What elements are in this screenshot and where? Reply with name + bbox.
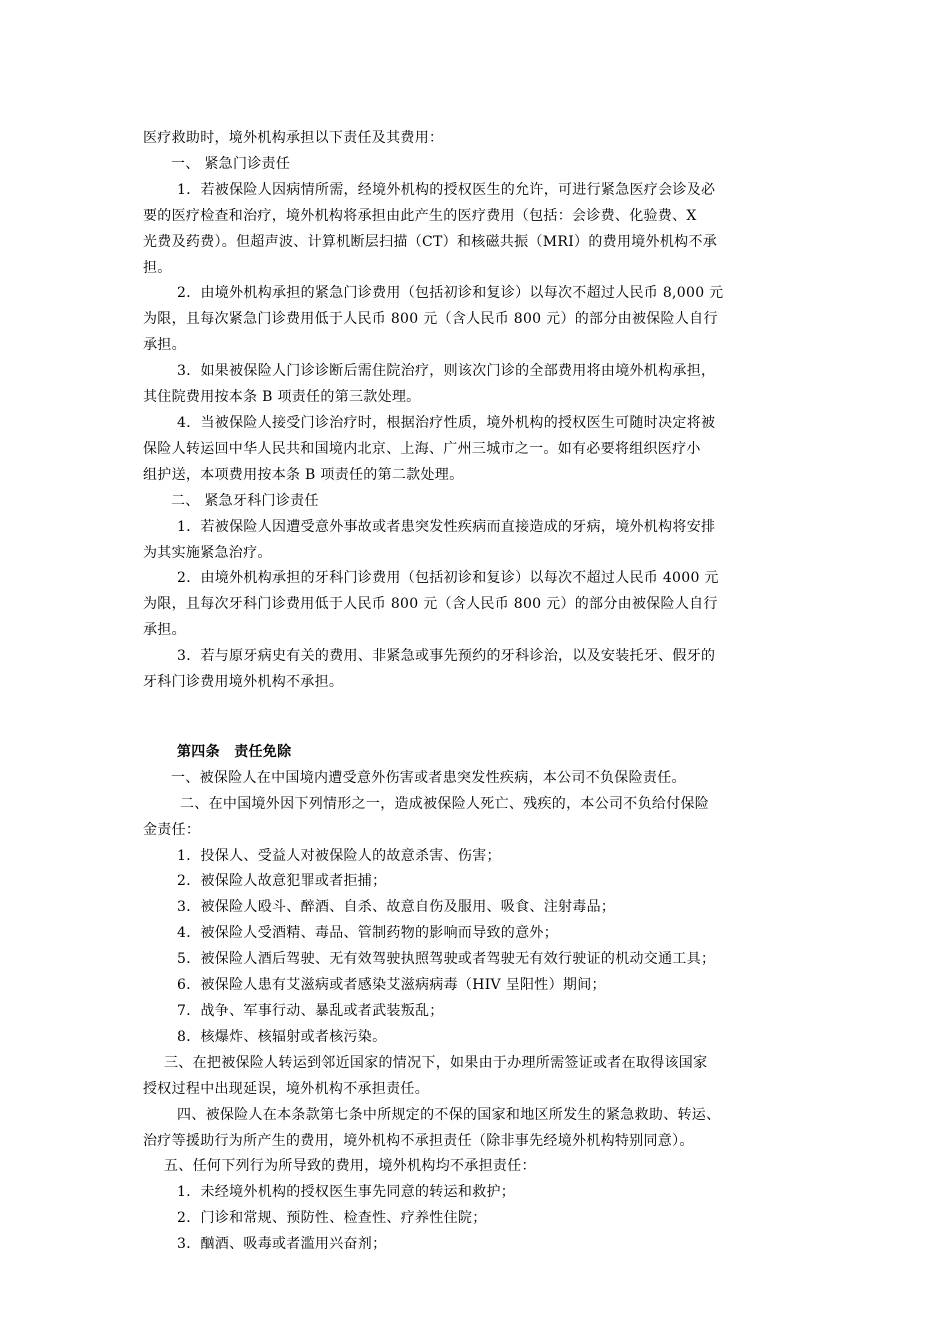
exclusion-item: 3．被保险人殴斗、醉酒、自杀、故意自伤及服用、吸食、注射毒品； — [177, 899, 616, 916]
paragraph-line: 3．若与原牙病史有关的费用、非紧急或事先预约的牙科诊治，以及安装托牙、假牙的 — [177, 648, 716, 665]
paragraph-line: 保险人转运回中华人民共和国境内北京、上海、广州三城市之一。如有必要将组织医疗小 — [143, 440, 701, 457]
paragraph-line: 其住院费用按本条 B 项责任的第三款处理。 — [143, 389, 421, 406]
paragraph-line: 组护送，本项费用按本条 B 项责任的第二款处理。 — [143, 466, 464, 483]
exclusion-item: 3．酗酒、吸毒或者滥用兴奋剂； — [177, 1236, 387, 1253]
article-4-heading: 第四条 责任免除 — [177, 743, 292, 760]
paragraph-line: 为限，且每次牙科门诊费用低于人民币 800 元（含人民币 800 元）的部分由被保险人自行 — [143, 596, 718, 613]
exclusion-item: 6．被保险人患有艾滋病或者感染艾滋病病毒（HIV 呈阳性）期间； — [177, 977, 606, 994]
exclusion-line: 治疗等援助行为所产生的费用，境外机构不承担责任（除非事先经境外机构特别同意）。 — [143, 1132, 694, 1149]
section-gap — [143, 696, 813, 740]
exclusion-item: 1．投保人、受益人对被保险人的故意杀害、伤害； — [177, 847, 501, 864]
exclusion-item: 5．被保险人酒后驾驶、无有效驾驶执照驾驶或者驾驶无有效行驶证的机动交通工具； — [177, 951, 716, 968]
exclusion-item: 7．战争、军事行动、暴乱或者武装叛乱； — [177, 1003, 444, 1019]
paragraph-line: 牙科门诊费用境外机构不承担。 — [143, 674, 344, 691]
exclusion-line: 五、任何下列行为所导致的费用，境外机构均不承担责任： — [164, 1158, 536, 1175]
document-body — [143, 126, 813, 1258]
paragraph-line: 担。 — [143, 259, 172, 276]
exclusion-item: 8．核爆炸、核辐射或者核污染。 — [177, 1028, 387, 1045]
paragraph-line: 1．若被保险人因病情所需，经境外机构的授权医生的允许，可进行紧急医疗会诊及必 — [177, 181, 716, 198]
exclusion-item: 2．被保险人故意犯罪或者拒捕； — [177, 873, 387, 890]
exclusion-line: 四、被保险人在本条款第七条中所规定的不保的国家和地区所发生的紧急救助、转运、 — [177, 1106, 721, 1123]
paragraph-line: 3．如果被保险人门诊诊断后需住院治疗，则该次门诊的全部费用将由境外机构承担， — [177, 363, 716, 380]
intro-line: 医疗救助时，境外机构承担以下责任及其费用： — [143, 130, 444, 146]
exclusion-item: 2．门诊和常规、预防性、检查性、疗养性住院； — [177, 1210, 487, 1227]
paragraph-line: 光费及药费）。但超声波、计算机断层扫描（CT）和核磁共振（MRI）的费用境外机构不承 — [143, 233, 718, 250]
paragraph-line: 为限，且每次紧急门诊费用低于人民币 800 元（含人民币 800 元）的部分由被保险人自行 — [143, 311, 718, 328]
exclusion-line: 一、被保险人在中国境内遭受意外伤害或者患突发性疾病，本公司不负保险责任。 — [171, 769, 686, 786]
exclusion-line: 三、在把被保险人转运到邻近国家的情况下，如果由于办理所需签证或者在取得该国家 — [164, 1054, 708, 1071]
paragraph-line: 要的医疗检查和治疗，境外机构将承担由此产生的医疗费用（包括：会诊费、化验费、X — [143, 207, 697, 224]
exclusion-item: 1．未经境外机构的授权医生事先同意的转运和救护； — [177, 1184, 516, 1201]
paragraph-line: 1．若被保险人因遭受意外事故或者患突发性疾病而直接造成的牙病，境外机构将安排 — [177, 518, 716, 535]
exclusion-line: 授权过程中出现延误，境外机构不承担责任。 — [143, 1080, 429, 1097]
paragraph-line: 承担。 — [143, 337, 186, 354]
emergency-outpatient-title: 一、 紧急门诊责任 — [171, 155, 291, 172]
paragraph-line: 2．由境外机构承担的紧急门诊费用（包括初诊和复诊）以每次不超过人民币 8,000 元 — [177, 285, 724, 302]
paragraph-line: 承担。 — [143, 622, 186, 639]
exclusion-item: 4．被保险人受酒精、毒品、管制药物的影响而导致的意外； — [177, 925, 559, 942]
paragraph-line: 2．由境外机构承担的牙科门诊费用（包括初诊和复诊）以每次不超过人民币 4000 元 — [177, 570, 719, 587]
paragraph-line: 为其实施紧急治疗。 — [143, 544, 272, 561]
exclusion-line: 金责任： — [143, 821, 201, 838]
paragraph-line: 4．当被保险人接受门诊治疗时，根据治疗性质，境外机构的授权医生可随时决定将被 — [177, 414, 716, 431]
emergency-dental-title: 二、 紧急牙科门诊责任 — [171, 492, 319, 509]
exclusion-line: 二、在中国境外因下列情形之一，造成被保险人死亡、残疾的，本公司不负给付保险 — [180, 795, 710, 812]
